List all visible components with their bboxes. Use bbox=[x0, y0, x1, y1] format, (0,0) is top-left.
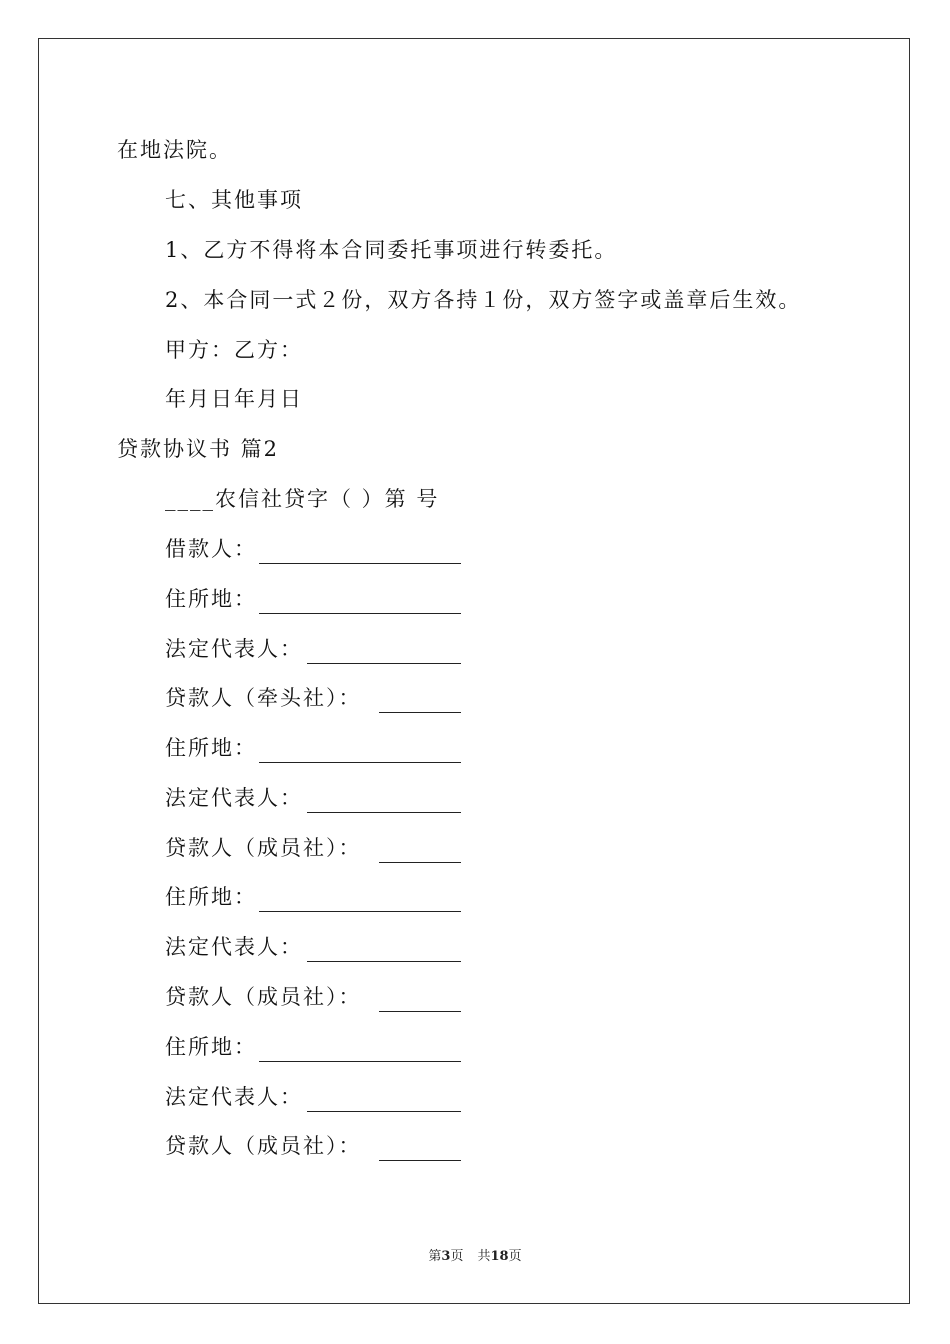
field-lender-member bbox=[165, 834, 465, 864]
field-address bbox=[165, 734, 465, 764]
blank-line bbox=[307, 812, 461, 813]
contract-number-line: ____农信社贷字（ ）第 号 bbox=[165, 487, 440, 511]
blank-line bbox=[307, 961, 461, 962]
clause-1: 1、乙方不得将本合同委托事项进行转委托。 bbox=[165, 238, 618, 262]
field-label: 住所地： bbox=[165, 587, 257, 611]
field-label: 借款人： bbox=[165, 537, 257, 561]
field-legal-representative bbox=[165, 635, 465, 665]
blank-line bbox=[259, 1061, 461, 1062]
field-address bbox=[165, 883, 465, 913]
field-label: 住所地： bbox=[165, 736, 257, 760]
clause-2: 2、本合同一式２份，双方各持１份，双方签字或盖章后生效。 bbox=[165, 288, 802, 312]
field-label: 住所地： bbox=[165, 1035, 257, 1059]
page-prefix: 第 bbox=[428, 1249, 442, 1264]
blank-line bbox=[259, 911, 461, 912]
field-address bbox=[165, 1033, 465, 1063]
field-label: 住所地： bbox=[165, 885, 257, 909]
text-line-court: 在地法院。 bbox=[117, 138, 232, 162]
section-heading-other-matters: 七、其他事项 bbox=[165, 188, 303, 212]
field-label: 法定代表人： bbox=[165, 1085, 303, 1109]
field-label: 法定代表人： bbox=[165, 935, 303, 959]
blank-line bbox=[307, 1111, 461, 1112]
blank-line bbox=[379, 1011, 461, 1012]
page-footer bbox=[0, 1248, 950, 1266]
field-label: 法定代表人： bbox=[165, 786, 303, 810]
field-borrower bbox=[165, 535, 465, 565]
field-lender-member bbox=[165, 1132, 465, 1162]
blank-line bbox=[259, 613, 461, 614]
signature-parties: 甲方：乙方： bbox=[165, 338, 303, 362]
field-lender-member bbox=[165, 983, 465, 1013]
field-label: 贷款人（成员社）： bbox=[165, 985, 362, 1009]
signature-dates: 年月日年月日 bbox=[165, 387, 303, 411]
field-legal-representative bbox=[165, 784, 465, 814]
blank-line bbox=[307, 663, 461, 664]
blank-line bbox=[379, 712, 461, 713]
field-legal-representative bbox=[165, 933, 465, 963]
section-title-loan-agreement: 贷款协议书 篇2 bbox=[117, 437, 280, 461]
blank-line bbox=[259, 762, 461, 763]
field-address bbox=[165, 585, 465, 615]
page-border bbox=[38, 38, 910, 1304]
field-lender-lead bbox=[165, 684, 465, 714]
total-pages: 18 bbox=[490, 1249, 509, 1264]
blank-line bbox=[379, 1160, 461, 1161]
total-prefix: 共 bbox=[477, 1249, 491, 1264]
field-label: 贷款人（成员社）： bbox=[165, 836, 362, 860]
page-suffix: 页 bbox=[450, 1249, 464, 1264]
field-legal-representative bbox=[165, 1083, 465, 1113]
blank-line bbox=[259, 563, 461, 564]
field-label: 法定代表人： bbox=[165, 637, 303, 661]
field-label: 贷款人（成员社）： bbox=[165, 1134, 362, 1158]
blank-line bbox=[379, 862, 461, 863]
field-label: 贷款人（牵头社）： bbox=[165, 686, 362, 710]
total-suffix: 页 bbox=[508, 1249, 522, 1264]
page-number: 3 bbox=[441, 1249, 451, 1264]
